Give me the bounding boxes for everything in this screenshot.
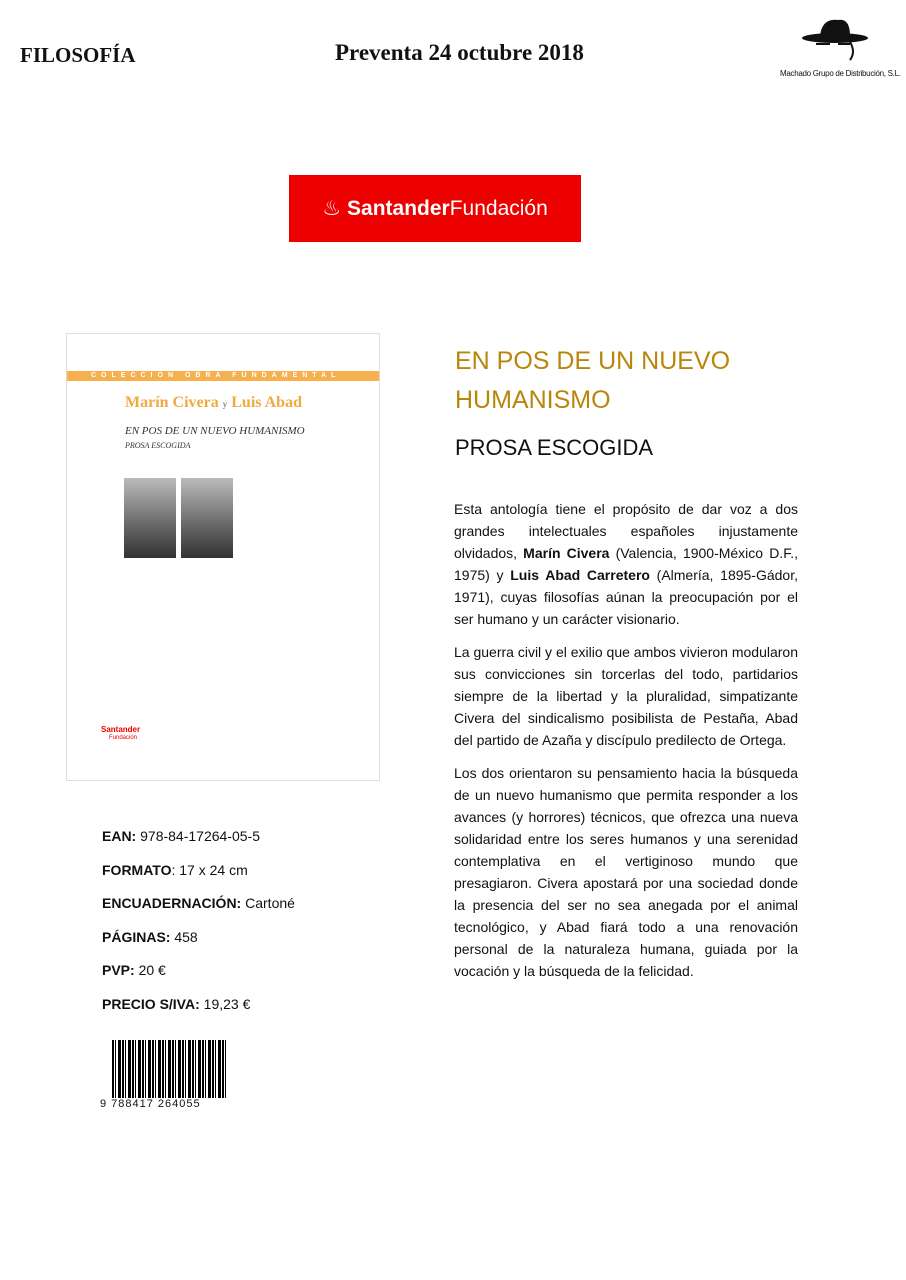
presale-date: Preventa 24 octubre 2018 (335, 40, 584, 65)
cover-subtitle: PROSA ESCOGIDA (125, 441, 191, 450)
spec-label: PVP: (102, 962, 135, 979)
description (454, 498, 798, 993)
cover-title: EN POS DE UN NUEVO HUMANISMO (125, 425, 305, 437)
book-title-line2: HUMANISMO (455, 386, 611, 414)
spec-label: PRECIO S/IVA: (102, 995, 200, 1012)
cover-publisher-sub: Fundación (109, 735, 138, 741)
spec-price-no-vat (102, 996, 295, 1030)
cover-collection: COLECCIÓN OBRA FUNDAMENTAL (67, 371, 379, 381)
distributor-name: Machado Grupo de Distribución, S.L. (780, 69, 901, 78)
description-paragraph-3: Los dos orientaron su pensamiento hacia la búsqueda de un nuevo humanismo que permita responder a los avances (y horrores) técnicos, que ofrezca una nueva solidaridad entre los seres humanos y una serenidad contemplativa en el vertiginoso mundo que presagiaron. Civera apostará por una sociedad donde la presencia del ser no sea anegada por el animal tecnológico, y Abad fiará todo a una renovación personal de la naturaleza humana, guiada por la vocación y la búsqueda de la felicidad. (454, 765, 798, 979)
cover-publisher-logo (101, 726, 140, 742)
spec-ean (102, 828, 295, 862)
spec-pages (102, 929, 295, 963)
spec-label: FORMATO (102, 861, 172, 878)
spec-label: ENCUADERNACIÓN: (102, 895, 242, 912)
flame-icon: ♨ (322, 197, 342, 220)
sponsor-suffix: Fundación (449, 196, 548, 220)
cover-and: y (222, 399, 228, 409)
book-title (455, 342, 730, 420)
cover-publisher: Santander (101, 725, 141, 734)
santander-fundacion-banner (289, 175, 581, 242)
text: (Valencia, 1900-México D.F., 1975) y (454, 545, 798, 583)
category-label: FILOSOFÍA (20, 43, 136, 67)
barcode-digits: 9 788417 264055 (100, 1098, 201, 1110)
sponsor-name: Santander (347, 196, 450, 220)
author-photo-civera (124, 478, 176, 558)
book-cover (66, 333, 380, 781)
text: (Almería, 1895-Gádor, 1971), cuyas filosofías aúnan la preocupación por el ser humano y un carácter visionario. (454, 567, 798, 627)
text: Esta antología tiene el propósito de dar voz a dos grandes intelectuales españoles injustamente olvidados, (454, 501, 798, 561)
book-title-line1: EN POS DE UN NUEVO (455, 347, 731, 375)
spec-value: Cartoné (241, 895, 295, 912)
spec-value: 978-84-17264-05-5 (136, 828, 260, 844)
spec-value: : 17 x 24 cm (171, 861, 248, 878)
description-paragraph-1 (454, 498, 798, 630)
barcode (100, 1040, 230, 1110)
author-name: Marín Civera (523, 545, 610, 561)
author-photo-abad (181, 478, 233, 558)
cover-authors (125, 394, 302, 412)
spec-value: 458 (170, 928, 198, 945)
spec-label: EAN: (102, 828, 137, 844)
book-specs (102, 828, 295, 1030)
description-paragraph-2: La guerra civil y el exilio que ambos vivieron modularon sus convicciones sin torcerlas del todo, partidarios siempre de la libertad y la pluralidad, simpatizante Civera del sindicalismo posibilista de Pestaña, Abad del partido de Azaña y discípulo predilecto de Ortega. (454, 644, 798, 748)
author-name: Luis Abad Carretero (510, 567, 650, 583)
spec-format (102, 862, 295, 896)
hat-man-icon (800, 14, 870, 64)
spec-pvp (102, 962, 295, 996)
spec-label: PÁGINAS: (102, 928, 171, 945)
spec-value: 19,23 € (199, 995, 251, 1012)
spec-binding (102, 895, 295, 929)
book-subtitle: PROSA ESCOGIDA (455, 435, 654, 460)
cover-author-2: Luis Abad (231, 394, 302, 411)
distributor-logo (780, 14, 901, 78)
cover-author-1: Marín Civera (125, 394, 219, 411)
barcode-bars (112, 1040, 228, 1098)
spec-value: 20 € (134, 962, 166, 979)
